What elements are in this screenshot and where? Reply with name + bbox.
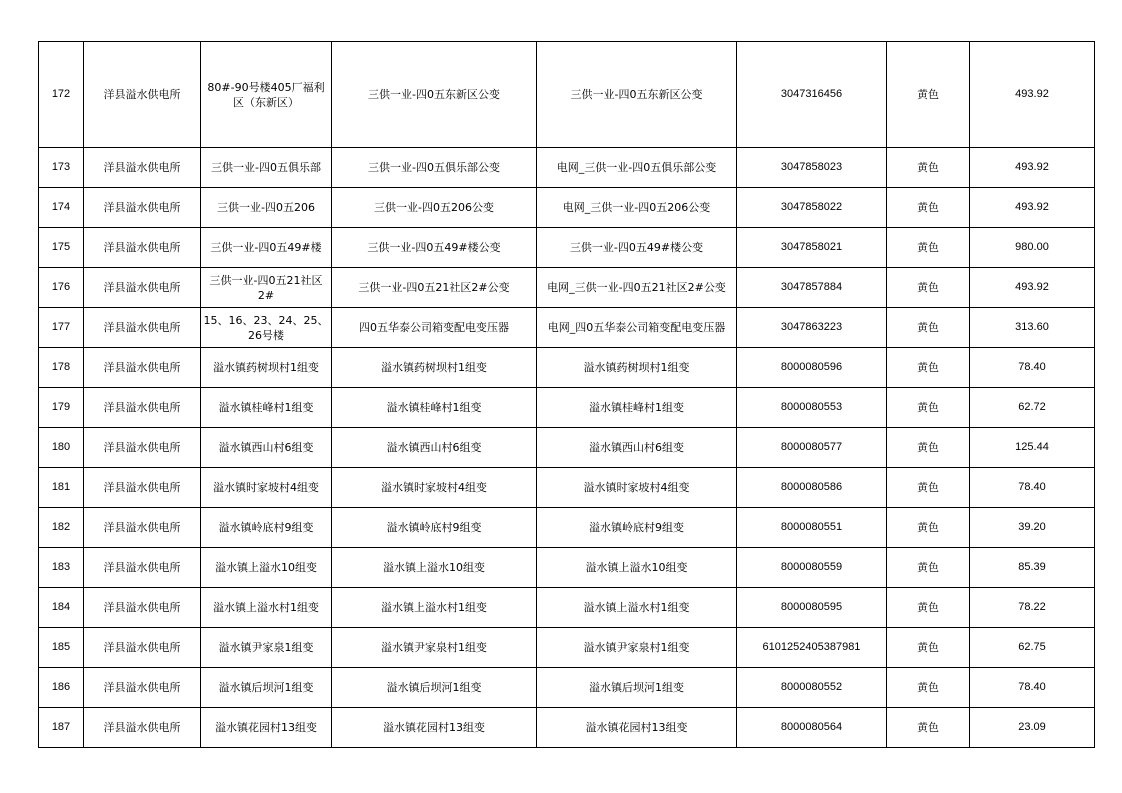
grid-name-cell: 溢水镇桂峰村1组变: [537, 388, 737, 428]
row-number-cell: 181: [39, 468, 84, 508]
grid-name-cell: 溢水镇时家坡村4组变: [537, 468, 737, 508]
table-row: [39, 308, 1095, 348]
color-level-cell: 黄色: [887, 628, 970, 668]
transformer-name-cell: 溢水镇桂峰村1组变: [332, 388, 537, 428]
meter-id-cell: 8000080586: [737, 468, 887, 508]
transformer-table: [38, 41, 1095, 748]
grid-name-cell: 溢水镇药树坝村1组变: [537, 348, 737, 388]
row-number-cell: 180: [39, 428, 84, 468]
amount-cell: 493.92: [970, 148, 1095, 188]
table-row: [39, 628, 1095, 668]
table-row: [39, 708, 1095, 748]
address-cell: 溢水镇尹家泉1组变: [201, 628, 332, 668]
color-level-cell: 黄色: [887, 348, 970, 388]
station-cell: 洋县溢水供电所: [84, 628, 201, 668]
row-number-cell: 172: [39, 42, 84, 148]
transformer-name-cell: 溢水镇药树坝村1组变: [332, 348, 537, 388]
station-cell: 洋县溢水供电所: [84, 388, 201, 428]
row-number-cell: 185: [39, 628, 84, 668]
address-cell: 溢水镇药树坝村1组变: [201, 348, 332, 388]
grid-name-cell: 溢水镇上溢水村1组变: [537, 588, 737, 628]
amount-cell: 980.00: [970, 228, 1095, 268]
color-level-cell: 黄色: [887, 268, 970, 308]
grid-name-cell: 溢水镇后坝河1组变: [537, 668, 737, 708]
transformer-name-cell: 三供一业-四0五东新区公变: [332, 42, 537, 148]
meter-id-cell: 8000080564: [737, 708, 887, 748]
grid-name-cell: 电网_三供一业-四0五206公变: [537, 188, 737, 228]
grid-name-cell: 三供一业-四0五49#楼公变: [537, 228, 737, 268]
table-row: [39, 588, 1095, 628]
station-cell: 洋县溢水供电所: [84, 148, 201, 188]
address-cell: 溢水镇花园村13组变: [201, 708, 332, 748]
row-number-cell: 187: [39, 708, 84, 748]
meter-id-cell: 3047858022: [737, 188, 887, 228]
transformer-name-cell: 四0五华泰公司箱变配电变压器: [332, 308, 537, 348]
station-cell: 洋县溢水供电所: [84, 708, 201, 748]
meter-id-cell: 8000080551: [737, 508, 887, 548]
meter-id-cell: 3047863223: [737, 308, 887, 348]
color-level-cell: 黄色: [887, 508, 970, 548]
meter-id-cell: 3047316456: [737, 42, 887, 148]
station-cell: 洋县溢水供电所: [84, 42, 201, 148]
station-cell: 洋县溢水供电所: [84, 268, 201, 308]
amount-cell: 78.40: [970, 468, 1095, 508]
amount-cell: 85.39: [970, 548, 1095, 588]
station-cell: 洋县溢水供电所: [84, 468, 201, 508]
amount-cell: 23.09: [970, 708, 1095, 748]
transformer-name-cell: 溢水镇时家坡村4组变: [332, 468, 537, 508]
table-row: [39, 348, 1095, 388]
meter-id-cell: 8000080595: [737, 588, 887, 628]
meter-id-cell: 8000080553: [737, 388, 887, 428]
address-cell: 溢水镇西山村6组变: [201, 428, 332, 468]
color-level-cell: 黄色: [887, 188, 970, 228]
station-cell: 洋县溢水供电所: [84, 228, 201, 268]
meter-id-cell: 8000080596: [737, 348, 887, 388]
meter-id-cell: 8000080552: [737, 668, 887, 708]
row-number-cell: 176: [39, 268, 84, 308]
address-cell: 15、16、23、24、25、26号楼: [201, 308, 332, 348]
table-row: [39, 148, 1095, 188]
amount-cell: 78.40: [970, 348, 1095, 388]
row-number-cell: 173: [39, 148, 84, 188]
row-number-cell: 178: [39, 348, 84, 388]
row-number-cell: 177: [39, 308, 84, 348]
address-cell: 三供一业-四0五21社区2#: [201, 268, 332, 308]
color-level-cell: 黄色: [887, 308, 970, 348]
color-level-cell: 黄色: [887, 588, 970, 628]
color-level-cell: 黄色: [887, 548, 970, 588]
transformer-name-cell: 三供一业-四0五49#楼公变: [332, 228, 537, 268]
grid-name-cell: 电网_三供一业-四0五俱乐部公变: [537, 148, 737, 188]
transformer-name-cell: 溢水镇西山村6组变: [332, 428, 537, 468]
address-cell: 80#-90号楼405厂福利区（东新区）: [201, 42, 332, 148]
color-level-cell: 黄色: [887, 388, 970, 428]
color-level-cell: 黄色: [887, 468, 970, 508]
color-level-cell: 黄色: [887, 428, 970, 468]
grid-name-cell: 溢水镇西山村6组变: [537, 428, 737, 468]
amount-cell: 493.92: [970, 268, 1095, 308]
address-cell: 三供一业-四0五206: [201, 188, 332, 228]
table-row: [39, 42, 1095, 148]
transformer-name-cell: 溢水镇上溢水10组变: [332, 548, 537, 588]
color-level-cell: 黄色: [887, 148, 970, 188]
row-number-cell: 182: [39, 508, 84, 548]
transformer-name-cell: 三供一业-四0五俱乐部公变: [332, 148, 537, 188]
address-cell: 溢水镇岭底村9组变: [201, 508, 332, 548]
transformer-name-cell: 溢水镇尹家泉村1组变: [332, 628, 537, 668]
address-cell: 三供一业-四0五俱乐部: [201, 148, 332, 188]
station-cell: 洋县溢水供电所: [84, 548, 201, 588]
transformer-name-cell: 溢水镇花园村13组变: [332, 708, 537, 748]
table-row: [39, 668, 1095, 708]
transformer-name-cell: 溢水镇后坝河1组变: [332, 668, 537, 708]
amount-cell: 493.92: [970, 188, 1095, 228]
table-row: [39, 388, 1095, 428]
amount-cell: 62.75: [970, 628, 1095, 668]
grid-name-cell: 电网_三供一业-四0五21社区2#公变: [537, 268, 737, 308]
grid-name-cell: 溢水镇尹家泉村1组变: [537, 628, 737, 668]
meter-id-cell: 8000080559: [737, 548, 887, 588]
station-cell: 洋县溢水供电所: [84, 188, 201, 228]
table-row: [39, 428, 1095, 468]
color-level-cell: 黄色: [887, 708, 970, 748]
station-cell: 洋县溢水供电所: [84, 668, 201, 708]
grid-name-cell: 电网_四0五华泰公司箱变配电变压器: [537, 308, 737, 348]
grid-name-cell: 溢水镇岭底村9组变: [537, 508, 737, 548]
amount-cell: 39.20: [970, 508, 1095, 548]
row-number-cell: 179: [39, 388, 84, 428]
address-cell: 溢水镇上溢水村1组变: [201, 588, 332, 628]
amount-cell: 125.44: [970, 428, 1095, 468]
amount-cell: 78.40: [970, 668, 1095, 708]
address-cell: 溢水镇后坝河1组变: [201, 668, 332, 708]
transformer-name-cell: 三供一业-四0五21社区2#公变: [332, 268, 537, 308]
station-cell: 洋县溢水供电所: [84, 348, 201, 388]
row-number-cell: 184: [39, 588, 84, 628]
meter-id-cell: 3047858021: [737, 228, 887, 268]
grid-name-cell: 溢水镇花园村13组变: [537, 708, 737, 748]
transformer-name-cell: 溢水镇上溢水村1组变: [332, 588, 537, 628]
table-row: [39, 228, 1095, 268]
address-cell: 溢水镇上溢水10组变: [201, 548, 332, 588]
station-cell: 洋县溢水供电所: [84, 588, 201, 628]
grid-name-cell: 三供一业-四0五东新区公变: [537, 42, 737, 148]
amount-cell: 78.22: [970, 588, 1095, 628]
table-body: [39, 42, 1095, 748]
amount-cell: 313.60: [970, 308, 1095, 348]
table-row: [39, 268, 1095, 308]
row-number-cell: 174: [39, 188, 84, 228]
address-cell: 溢水镇时家坡村4组变: [201, 468, 332, 508]
amount-cell: 62.72: [970, 388, 1095, 428]
table-row: [39, 468, 1095, 508]
address-cell: 溢水镇桂峰村1组变: [201, 388, 332, 428]
amount-cell: 493.92: [970, 42, 1095, 148]
station-cell: 洋县溢水供电所: [84, 428, 201, 468]
transformer-name-cell: 溢水镇岭底村9组变: [332, 508, 537, 548]
grid-name-cell: 溢水镇上溢水10组变: [537, 548, 737, 588]
station-cell: 洋县溢水供电所: [84, 508, 201, 548]
table-row: [39, 548, 1095, 588]
meter-id-cell: 8000080577: [737, 428, 887, 468]
color-level-cell: 黄色: [887, 228, 970, 268]
row-number-cell: 175: [39, 228, 84, 268]
row-number-cell: 183: [39, 548, 84, 588]
color-level-cell: 黄色: [887, 668, 970, 708]
address-cell: 三供一业-四0五49#楼: [201, 228, 332, 268]
meter-id-cell: 3047857884: [737, 268, 887, 308]
row-number-cell: 186: [39, 668, 84, 708]
color-level-cell: 黄色: [887, 42, 970, 148]
table-row: [39, 508, 1095, 548]
meter-id-cell: 3047858023: [737, 148, 887, 188]
table-row: [39, 188, 1095, 228]
meter-id-cell: 6101252405387981: [737, 628, 887, 668]
transformer-name-cell: 三供一业-四0五206公变: [332, 188, 537, 228]
station-cell: 洋县溢水供电所: [84, 308, 201, 348]
